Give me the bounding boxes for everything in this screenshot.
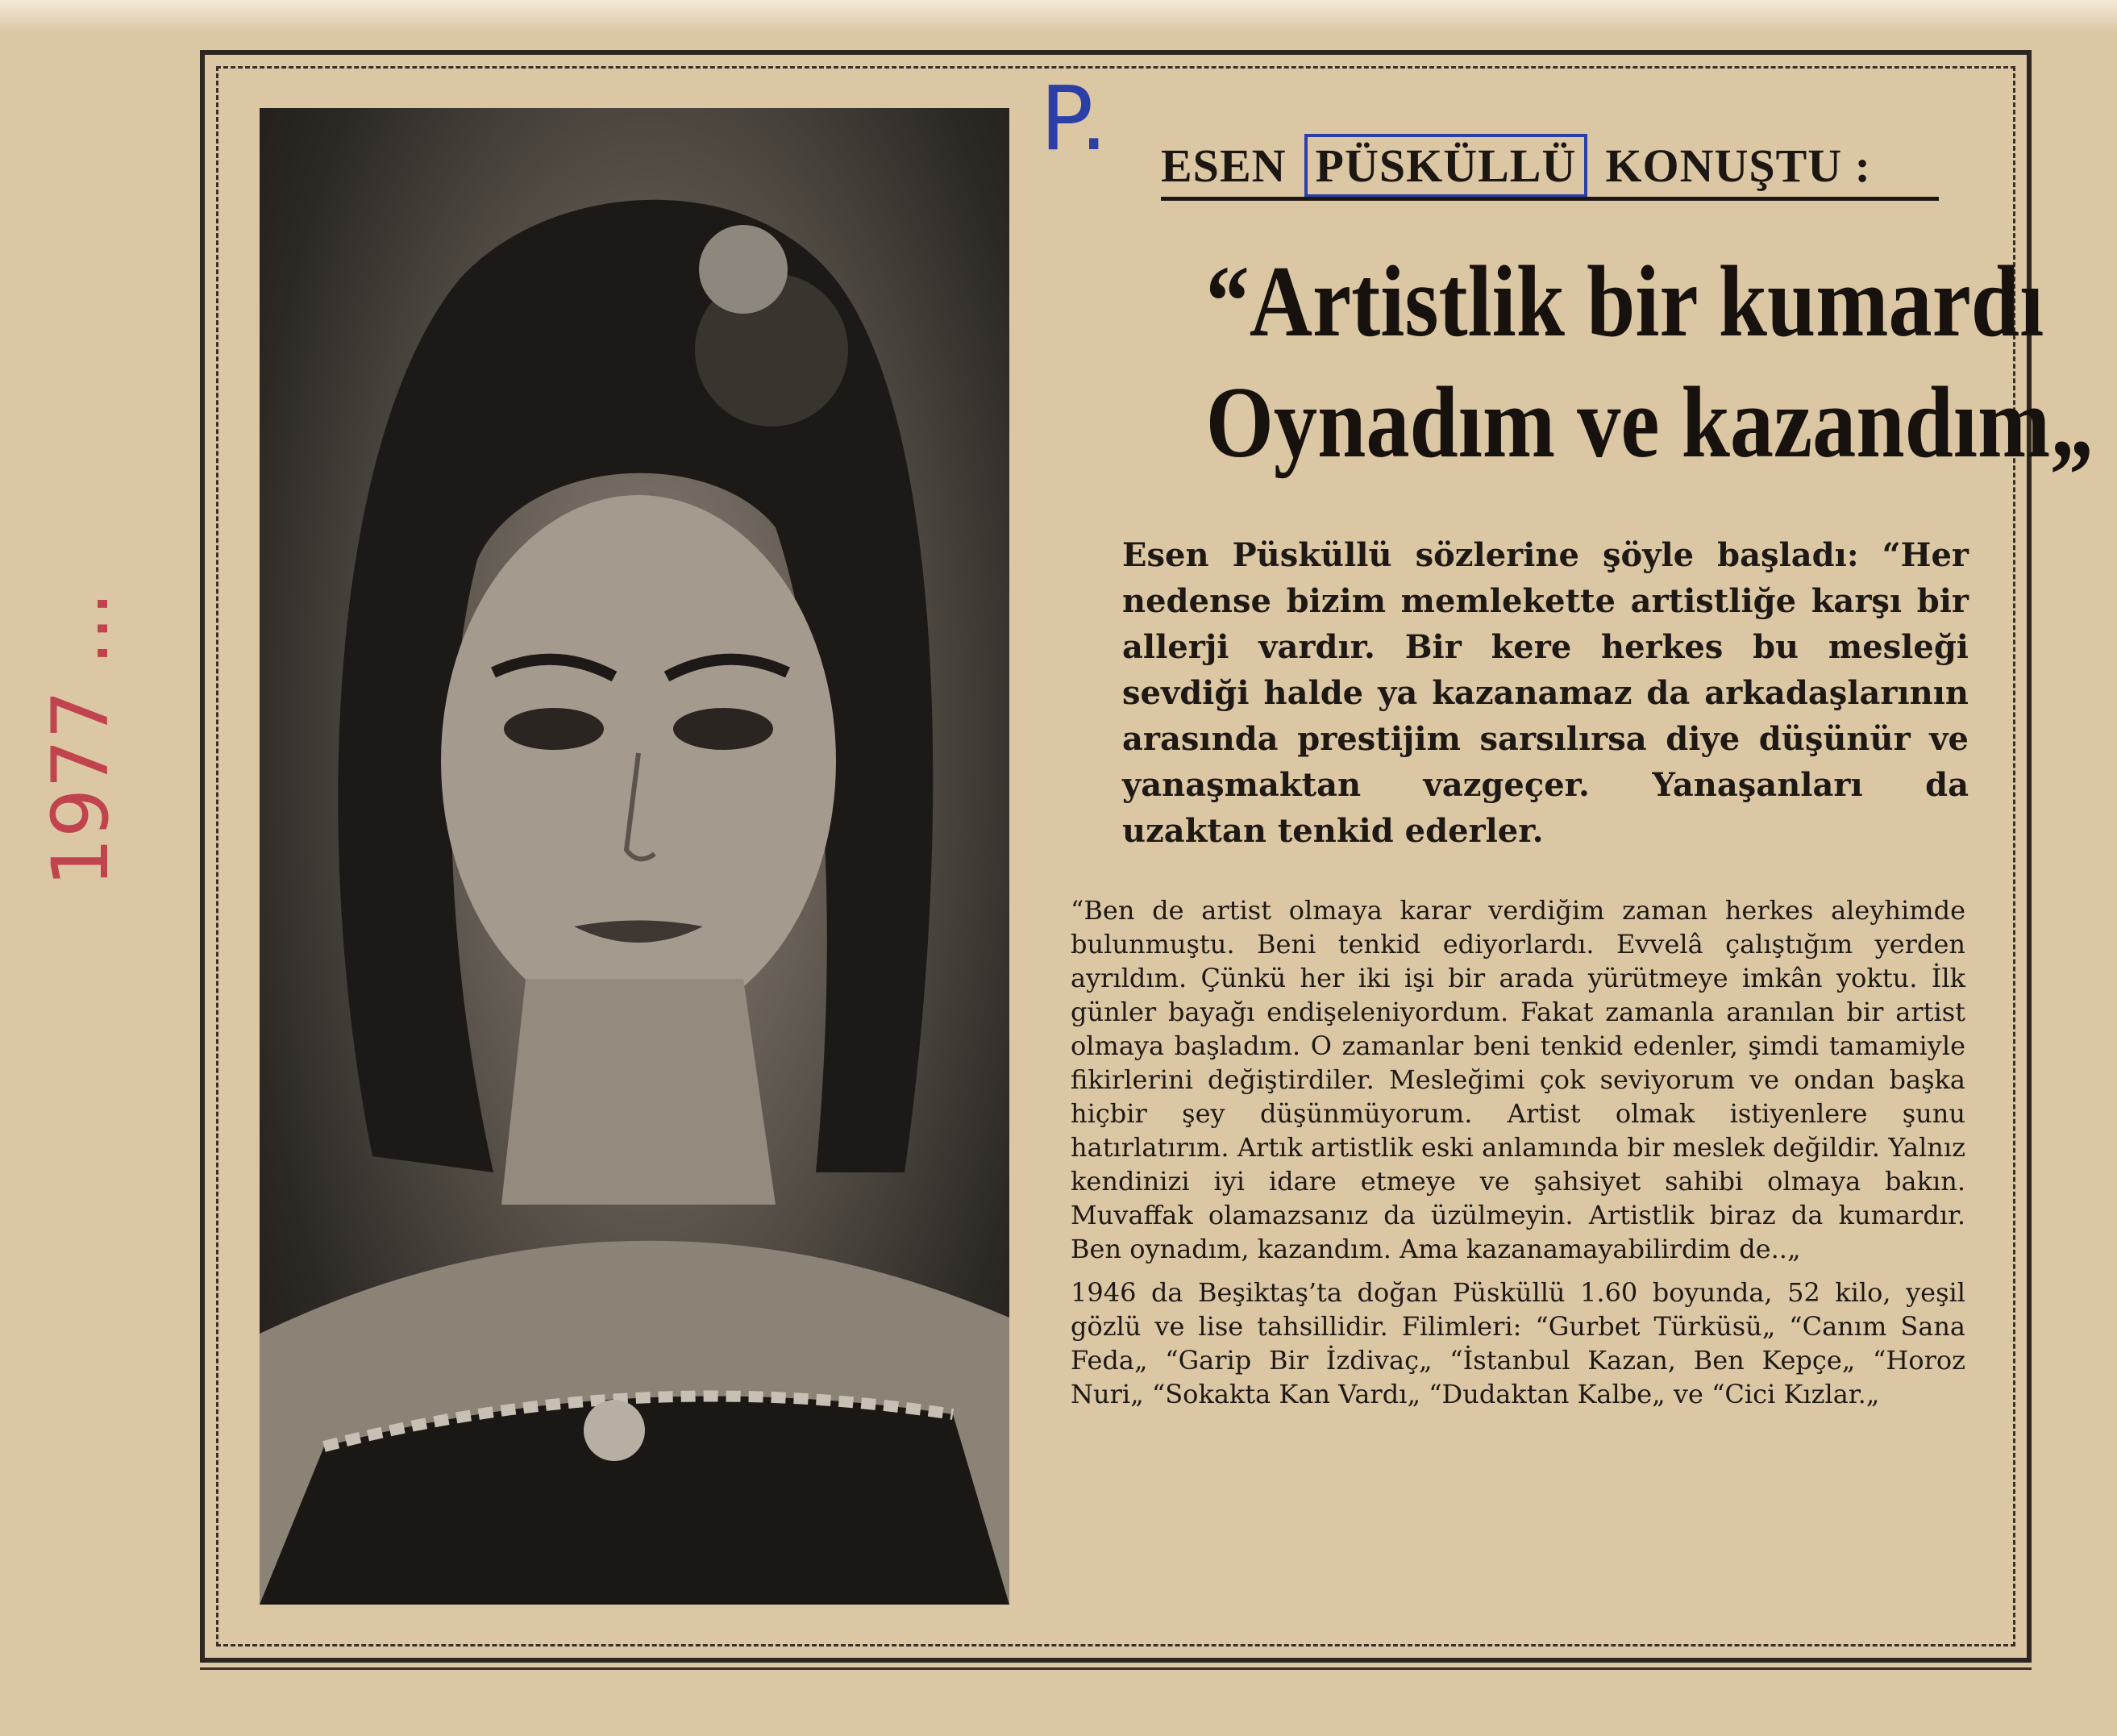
editor-mark: P. xyxy=(1040,67,1108,170)
headline-line-1: “Artistlik bir kumardı xyxy=(1205,246,2044,358)
clipping-bottom-edge xyxy=(200,1667,2032,1678)
body-paragraph-2: 1946 da Beşiktaş’ta doğan Püsküllü 1.60 boyunda, 52 kilo, yeşil gözlü ve lise tahsillidir. Filimleri: “Gurbet Türküsü„ “Canım Sana Feda„ “Garip Bir İzdivaç„ “İstanbul Kazan, Ben Kepçe„ “Horoz Nuri„ “Sokakta Kan Vardı„ “Dudaktan Kalbe„ ve “Cici Kızlar.„ xyxy=(1071,1277,1965,1409)
kicker-underline xyxy=(1161,197,1939,201)
lead-paragraph: Esen Püsküllü sözlerine şöyle başladı: “Her nedense bizim memlekette artistliğe karşı bir allerji vardır. Bir kere herkes bu mesleği sevdiği halde ya kazanamaz da arkadaşlarının arasında prestijim sarsılırsa diye düşünür ve yanaşmaktan vazgeçer. Yanaşanları da uzaktan tenkid ederler. xyxy=(1122,536,1969,850)
handwritten-date-note: 1977 ... xyxy=(35,591,126,887)
headline-line-2: Oynadım ve kazandım„ xyxy=(1205,367,2094,479)
bow-icon xyxy=(584,1400,645,1461)
headline xyxy=(1205,242,2094,484)
flower-petal-icon xyxy=(699,225,788,314)
right-eye xyxy=(673,708,773,750)
neck-shape xyxy=(501,979,776,1205)
article-body xyxy=(1071,893,1965,1611)
kicker-verb: KONUŞTU : xyxy=(1605,139,1871,192)
left-eye xyxy=(504,708,604,750)
kicker xyxy=(1161,129,1967,202)
body-paragraph-1: “Ben de artist olmaya karar verdiğim zaman herkes aleyhimde bulunmuştu. Beni tenkid ediyorlardı. Evvelâ çalıştığım yerden ayrıldım. Çünkü her iki işi bir arada yürütmeye imkân yoktu. İlk günler bayağı endişeleniyordum. Fakat zamanla aranılan bir artist olmaya başladım. O zamanlar beni tenkid edenler, şimdi tamamiyle fikirlerini değiştirdiler. Mesleğimi çok seviyorum ve ondan başka hiçbir şey düşünmüyorum. Artist olmak istiyenlere şunu hatırlatırım. Artık artistlik eski anlamında bir meslek değildir. Yalnız kendinizi iyi idare etmeye ve şahsiyet sahibi olmaya bakın. Muvaffak olamazsanız da üzülmeyin. Artistlik biraz da kumardır. Ben oynadım, kazandım. Ama kazanamayabilirdim de..„ xyxy=(1071,895,1965,1264)
kicker-first-name: ESEN xyxy=(1161,139,1287,192)
portrait-photo xyxy=(260,108,1009,1605)
clipping-top-edge xyxy=(0,0,2117,32)
portrait-illustration xyxy=(260,108,1009,1605)
kicker-surname-highlighted: PÜSKÜLLÜ xyxy=(1304,134,1588,198)
